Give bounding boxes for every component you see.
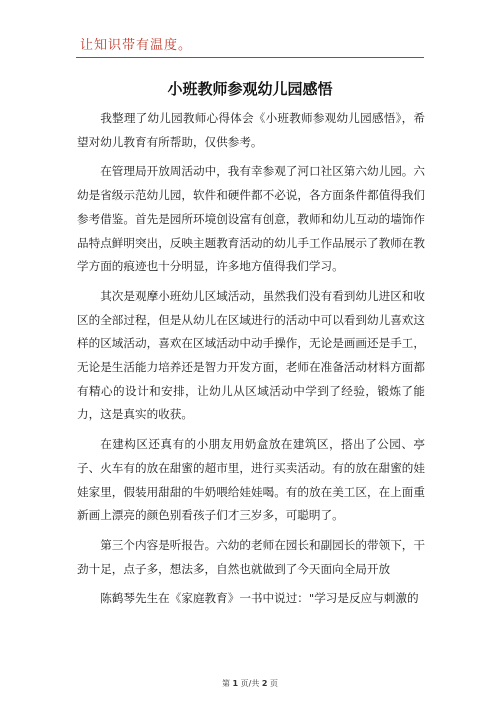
footer-total-pages: 2 — [261, 679, 268, 688]
page-footer — [0, 678, 500, 689]
footer-suffix: 页 — [270, 679, 279, 688]
document-body — [77, 107, 425, 617]
paragraph-report: 第三个内容是听报告。六幼的老师在园长和副园长的带领下，干劲十足，点子多，想法多，自然也就做到了今天面向全局开放 — [77, 537, 425, 576]
footer-middle: 页/共 — [240, 679, 260, 688]
document-title: 小班教师参观幼儿园感悟 — [167, 80, 333, 98]
paragraph-intro: 我整理了幼儿园教师心得体会《小班教师参观幼儿园感悟》，希望对幼儿教育有所帮助，仅供参考。 — [77, 111, 425, 149]
header-slogan: 让知识带有温度。 — [80, 38, 193, 53]
paragraph-quote: 陈鹤琴先生在《家庭教育》一书中说过："学习是反应与刺激的 — [100, 591, 419, 606]
footer-current-page: 1 — [232, 679, 239, 688]
header-divider — [76, 57, 424, 58]
paragraph-visit: 在管理局开放周活动中，我有幸参观了河口社区第六幼儿园。六幼是省级示范幼儿园，软件和硬件都不必说，各方面条件都值得我们参考借鉴。首先是园所环境创设富有创意，教师和幼儿互动的墙饰作品特点鲜明突出，反映主题教育活动的幼儿手工作品展示了教师在教学方面的痕迹也十分明显，许多地方值得我们学习。 — [77, 164, 425, 274]
paragraph-area-activity: 其次是观摩小班幼儿区域活动，虽然我们没有看到幼儿进区和收区的全部过程，但是从幼儿在区域进行的活动中可以看到幼儿喜欢这样的区域活动，喜欢在区域活动中动手操作，无论是画画还是手工，无论是生活能力培养还是智力开发方面，老师在准备活动材料方面都有精心的设计和安排，让幼儿从区域活动中学到了经验，锻炼了能力，这是真实的收获。 — [77, 288, 425, 422]
footer-prefix: 第 — [221, 679, 230, 688]
paragraph-construction: 在建构区还真有的小朋友用奶盒放在建筑区，搭出了公园、亭子、火车有的放在甜蜜的超市里，进行买卖活动。有的放在甜蜜的娃娃家里，假装用甜甜的牛奶喂给娃娃喝。有的放在美工区，在上面重新画上漂亮的颜色别看孩子们才三岁多，可聪明了。 — [77, 437, 425, 523]
